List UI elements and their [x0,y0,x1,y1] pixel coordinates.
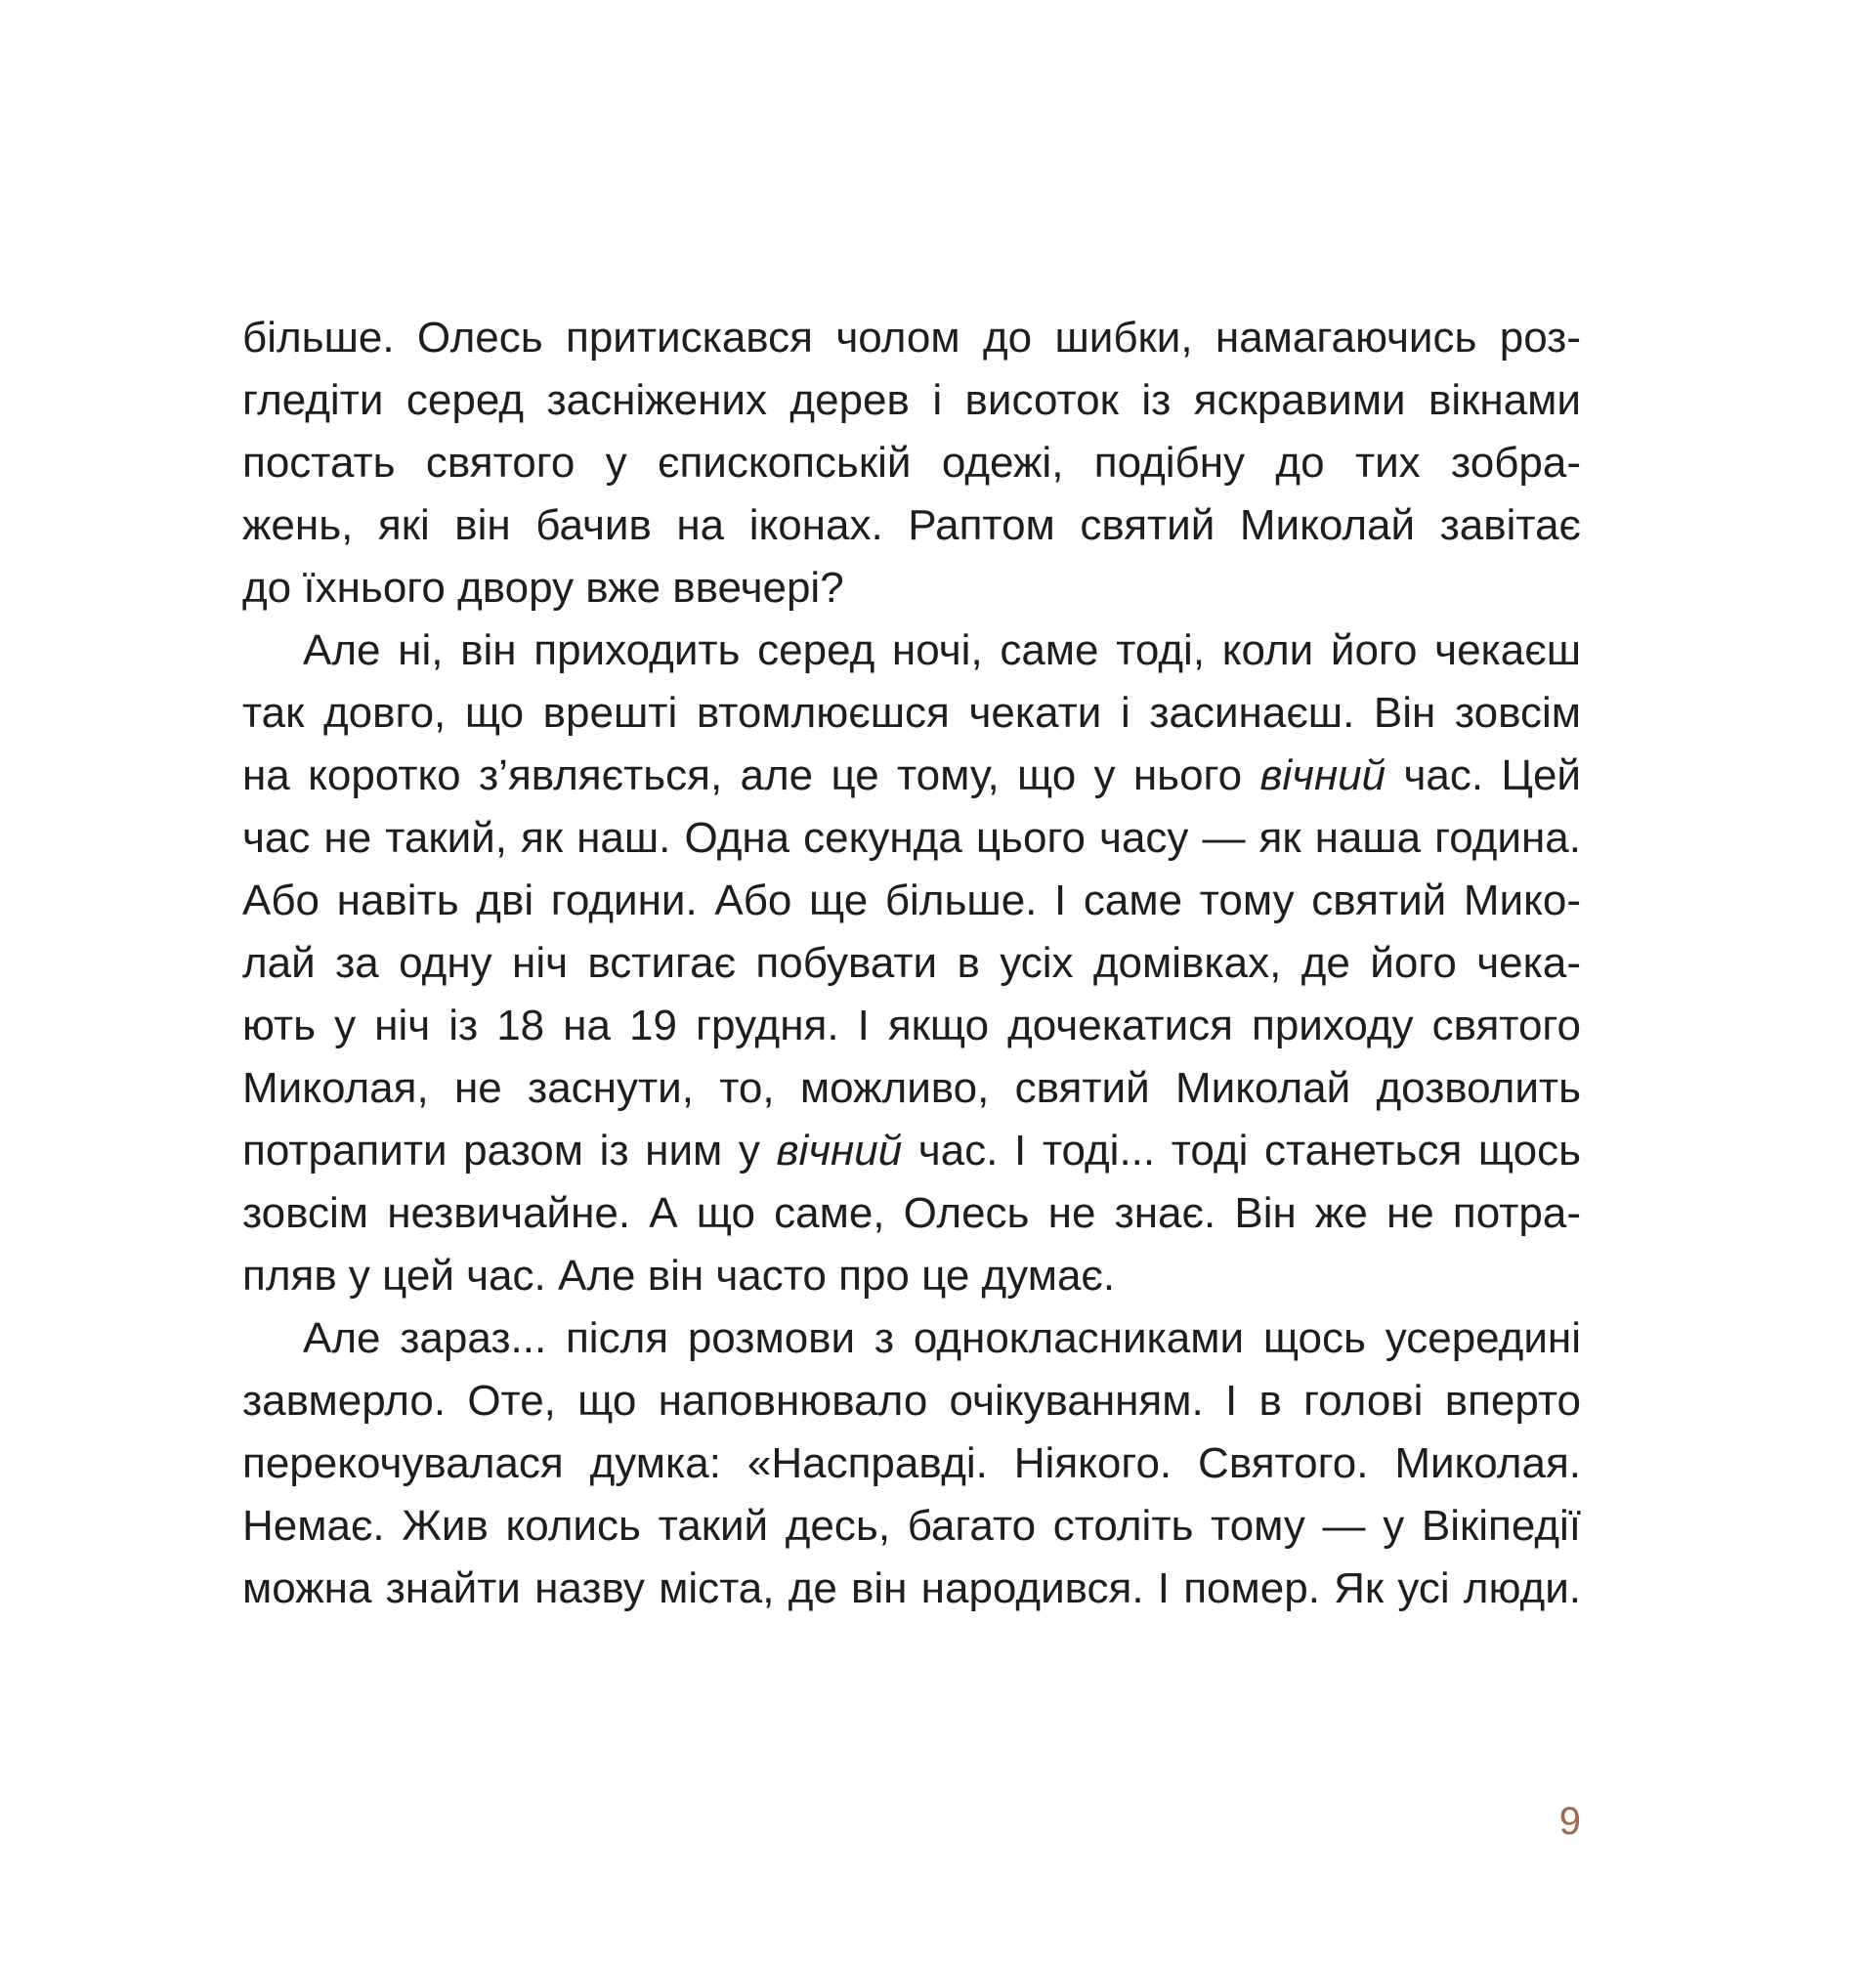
text-fragment: потрапити разом із ним у [242,1127,777,1175]
text-line: завмерло. Оте, що наповнювало очікуванням. І в голові вперто [242,1377,1581,1425]
text-line: постать святого у єпископській одежі, подібну до тих зобра- [242,439,1581,487]
text-line [242,745,1581,807]
text-fragment: час. Цей [1386,751,1581,799]
text-line: Миколая, не заснути, то, можливо, святий Миколай дозволить [242,1064,1581,1112]
text-line: ють у ніч із 18 на 19 грудня. І якщо дочекатися приходу святого [242,1002,1581,1049]
text-line: гледіти серед засніжених дерев і висоток із яскравими вікнами [242,376,1581,424]
text-line: можна знайти назву міста, де він народився. І помер. Як усі люди. [242,1564,1581,1612]
text-line: зовсім незвичайне. А що саме, Олесь не знає. Він же не потра- [242,1189,1581,1237]
text-line: жень, які він бачив на іконах. Раптом святий Миколай завітає [242,501,1581,549]
italic-word: вічний [1259,751,1386,799]
text-line: пляв у цей час. Але він часто про це думає. [242,1252,1116,1300]
text-line: до їхнього двору вже ввечері? [242,564,844,612]
text-line: перекочувалася думка: «Насправді. Ніякого. Святого. Миколая. [242,1439,1581,1487]
text-fragment: на коротко з’являється, але це тому, що у нього [242,751,1260,799]
text-line [242,1120,1581,1182]
text-line: час не такий, як наш. Одна секунда цього часу — як наша година. [242,814,1581,862]
text-line: Немає. Жив колись такий десь, багато століть тому — у Вікіпедії [242,1502,1581,1550]
body-text [242,307,1581,1620]
text-fragment: час. І тоді... тоді станеться щось [902,1127,1582,1175]
page-number: 9 [1558,1800,1581,1843]
text-line: Або навіть дві години. Або ще більше. І саме тому святий Мико- [242,876,1581,924]
italic-word: вічний [776,1127,903,1175]
text-line: так довго, що врешті втомлюєшся чекати і засинаєш. Він зовсім [242,689,1581,737]
text-line: Але зараз... після розмови з однокласниками щось усередині [303,1314,1581,1362]
text-line: більше. Олесь притискався чолом до шибки, намагаючись роз- [242,314,1581,362]
text-line: Але ні, він приходить серед ночі, саме тоді, коли його чекаєш [303,626,1581,674]
text-line: лай за одну ніч встигає побувати в усіх домівках, де його чека- [242,939,1581,987]
